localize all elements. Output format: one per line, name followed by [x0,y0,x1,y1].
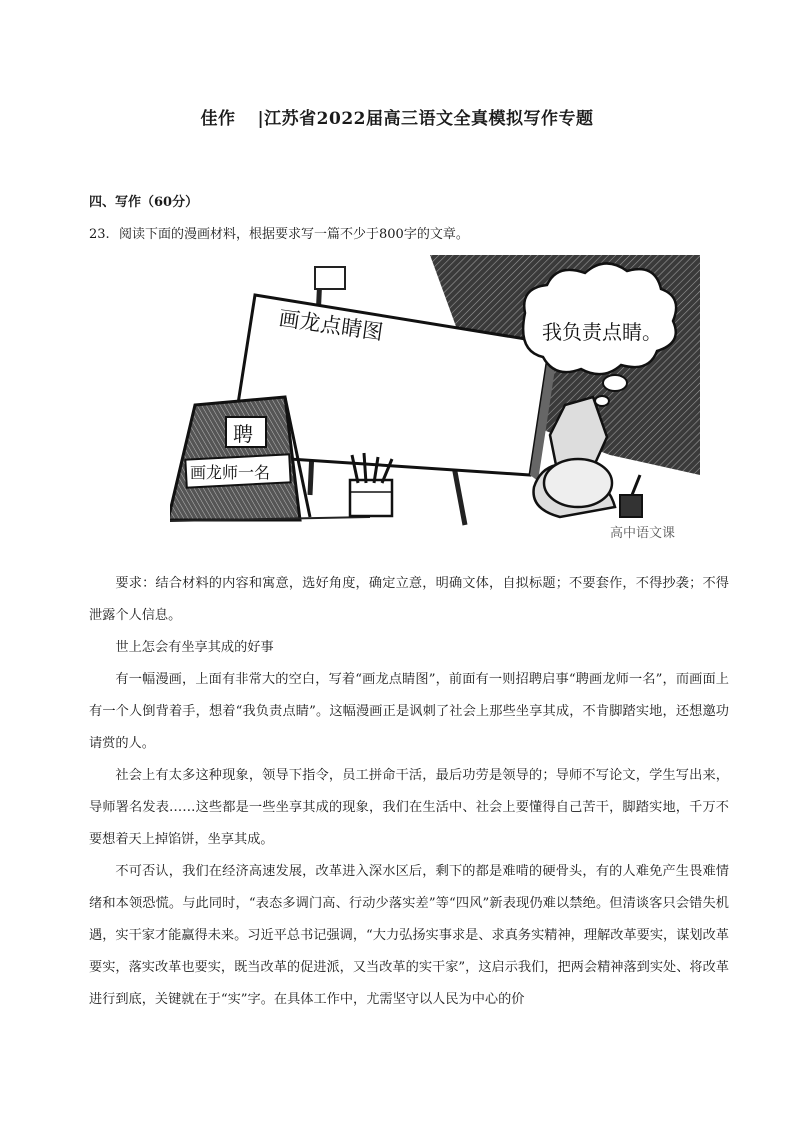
canvas-text: 画龙点睛图 [277,306,385,345]
question-prompt [89,223,469,242]
essay-paragraph: 不可否认，我们在经济高速发展，改革进入深水区后，剩下的都是难啃的硬骨头，有的人难免产生畏难情绪和本领恐慌。与此同时，“表态多调门高、行动少落实差”等“四风”新表现仍难以禁绝。但清谈客只会错失机遇，实干家才能赢得未来。习近平总书记强调，“大力弘扬实事求是、求真务实精神，理解改革要实，谋划改革要实，落实改革也要实，既当改革的促进派，又当改革的实干家”，这启示我们，把两会精神落到实处、将改革进行到底，关键就在于“实”字。在具体工作中，尤需坚守以人民为中心的价 [89,864,729,1007]
sign-top-text: 聘 [233,422,253,446]
essay-title: 世上怎会有坐享其成的好事 [115,640,274,655]
page-title [0,104,794,129]
sign-bottom-text: 画龙师一名 [190,463,271,482]
ink-jar [620,495,642,517]
section-title: 四、写作（60分） [89,195,199,210]
cartoon-illustration [170,255,700,545]
essay-paragraph: 有一幅漫画，上面有非常大的空白，写着“画龙点睛图”，前面有一则招聘启事“聘画龙师一名”，而画面上有一个人倒背着手，想着“我负责点睛”。这幅漫画正是讽刺了社会上那些坐享其成，不肯脚踏实地，还想邀功请赏的人。 [89,672,729,751]
essay-paragraph: 社会上有太多这种现象，领导下指令，员工拼命干活，最后功劳是领导的；导师不写论文，学生写出来，导师署名发表……这些都是一些坐享其成的现象，我们在生活中、社会上要懂得自己苦干，脚踏实地，千万不要想着天上掉馅饼，坐享其成。 [89,768,729,847]
essay-body [89,568,729,1016]
speech-text: 我负责点睛。 [542,320,662,344]
title-divider: | [257,109,265,129]
question-text: 阅读下面的漫画材料，根据要求写一篇不少于800字的文章。 [119,227,469,242]
title-label: 佳作 [200,109,236,129]
brush-cup [350,480,392,516]
watermark-text: 高中语文课 [610,526,676,541]
title-text: 江苏省2022届高三语文全真模拟写作专题 [264,109,594,129]
question-number: 23. [89,227,110,242]
easel-top [315,267,345,289]
brush [364,453,366,483]
requirement-text: 要求：结合材料的内容和寓意，选好角度，确定立意，明确文体，自拟标题；不要套作，不得抄袭；不得泄露个人信息。 [89,576,729,623]
